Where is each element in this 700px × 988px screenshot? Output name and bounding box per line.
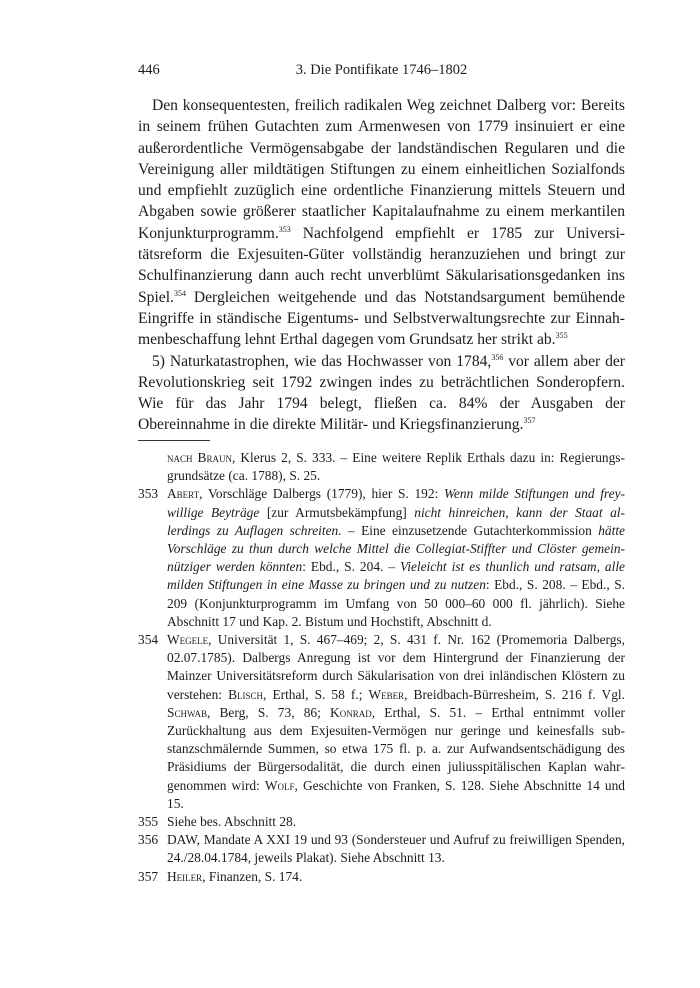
running-title: 3. Die Pontifikate 1746–1802 bbox=[295, 62, 468, 78]
footnote-text: , Breidbach-Bürresheim, S. 216 f. Vgl. bbox=[404, 686, 625, 702]
footnote-text: – Eine einzusetzende Gutachterkommission bbox=[341, 522, 599, 538]
footnote-356 bbox=[138, 831, 625, 867]
author-name: Weber bbox=[368, 686, 405, 702]
quotation: Wenn milde Stiftungen und freywillige Beyträge bbox=[167, 486, 626, 520]
footnote-text: Siehe bes. Abschnitt 28. bbox=[167, 814, 297, 830]
quotation: Vieleicht ist es thunlich und ratsam, alle milden Stiftungen in eine Masse zu bringen und zu nutzen bbox=[167, 559, 625, 593]
page-number: 446 bbox=[138, 62, 160, 78]
footnote-text: , Geschichte von Franken, S. 128. Siehe Abschnitte 14 und 15. bbox=[167, 777, 625, 811]
paragraph-text: Den konsequentesten, freilich radikalen Weg zeichnet Dalberg vor: Bereits in seinem frühen Gutachten zum Armenwesen von 1779 insinuiert er eine außerordentliche Vermögensabgabe der landständischen Regularen und die Vereinigung aller mildtätigen Stiftungen zu einem einheitlichen Sozialfonds und empfiehlt zuzüglich eine ordentliche Finanzierung mittels Steuern und Abgaben sowie größerer staatlicher Kapitalaufnahme zu einem merkantilen Konjunkturprogramm. bbox=[138, 97, 625, 242]
author-name: nach Braun bbox=[167, 450, 232, 465]
paragraph-text: 5) Naturkatastrophen, wie das Hochwasser von 1784, bbox=[152, 352, 492, 370]
footnote-text: , Berg, S. 73, 86; bbox=[206, 704, 331, 720]
paragraph-text: vor allem aber der Revolutionskrieg seit 1792 zwingen indes zu beträchtlichen Sonderopfern. Wie für das Jahr 1794 belegt, fließen ca. 84% der Ausgaben der Obereinnahme in die direkte Militär- und Kriegsfinanzierung. bbox=[138, 352, 626, 434]
footnote-number: 357 bbox=[138, 868, 159, 884]
footnote-text: , Vorschläge Dalbergs (1779), hier S. 192: bbox=[199, 486, 444, 502]
footnote-text: , Erthal, S. 58 f.; bbox=[263, 686, 369, 702]
paragraph-dalberg bbox=[138, 95, 625, 351]
paragraph-text: Nachfolgend empfiehlt er 1785 zur Universitätsreform die Exjesuiten-Güter vollständig heranzuziehen und bringt zur Schulfinanzierung dann auch recht unverblümt Säkularisationsgedanken ins Spiel. bbox=[138, 224, 625, 306]
footnote-text: , Klerus 2, S. 333. – Eine weitere Replik Erthals dazu in: Regierungsgrundsätze (ca. 1788), S. 25. bbox=[167, 450, 625, 484]
author-name: Heiler bbox=[167, 868, 203, 884]
footnote-ref[interactable]: 354 bbox=[173, 288, 186, 298]
author-name: Schwab bbox=[167, 704, 207, 720]
paragraph-text: Dergleichen weitgehende und das Notstandsargument bemühende Eingriffe in ständische Eigentums- und Selbstverwaltungsrechte zur Einnahmenbeschaffung lehnt Erthal dagegen vom Grundsatz her strikt ab. bbox=[138, 288, 625, 349]
running-header bbox=[138, 62, 625, 82]
footnote-ref[interactable]: 356 bbox=[491, 352, 504, 362]
main-text bbox=[138, 95, 625, 436]
footnote-text: , Universität 1, S. 467–469; 2, S. 431 f. Nr. 162 (Promemoria Dalbergs, 02.07.1785). Dalbergs Anregung ist vor dem Hintergrund der Finanzierung der Mainzer Universitätsreform durch Säkularisation von drei inländischen Klöstern zu verstehen: bbox=[167, 632, 625, 702]
footnote-continuation bbox=[138, 449, 625, 485]
footnote-355 bbox=[138, 813, 625, 831]
author-name: Wolf bbox=[264, 777, 295, 793]
author-name: Abert bbox=[167, 486, 200, 502]
footnote-text: : Ebd., S. 204. – bbox=[302, 559, 401, 575]
footnote-ref[interactable]: 355 bbox=[555, 331, 568, 341]
footnote-text: , Finanzen, S. 174. bbox=[202, 868, 303, 884]
footnote-number: 354 bbox=[138, 632, 159, 648]
footnote-number: 356 bbox=[138, 832, 159, 848]
footnote-divider bbox=[138, 440, 210, 441]
footnote-text: DAW, Mandate A XXI 19 und 93 (Sondersteuer und Aufruf zu freiwilligen Spenden, 24./28.04.1784, jeweils Plakat). Siehe Abschnitt 13. bbox=[167, 832, 625, 866]
author-name: Wegele bbox=[167, 632, 209, 648]
paragraph-naturkatastrophen bbox=[138, 351, 625, 436]
footnote-text: : Ebd., S. 208. – Ebd., S. 209 (Konjunkturprogramm im Umfang von 50 000–60 000 fl. jährlich). Siehe Abschnitt 17 und Kap. 2. Bistum und Hochstift, Abschnitt d. bbox=[167, 577, 625, 629]
quotation: nicht hinreichen, kann der Staat allerdings zu Auflagen schreiten. bbox=[167, 504, 626, 538]
footnote-ref[interactable]: 353 bbox=[278, 224, 291, 234]
footnote-ref[interactable]: 357 bbox=[523, 416, 536, 426]
footnote-357 bbox=[138, 868, 625, 886]
footnote-number: 353 bbox=[138, 486, 159, 502]
footnote-number: 355 bbox=[138, 814, 159, 830]
footnote-354 bbox=[138, 631, 625, 813]
footnotes bbox=[138, 449, 625, 886]
footnote-353 bbox=[138, 485, 625, 631]
author-name: Konrad bbox=[330, 704, 372, 720]
author-name: Blisch bbox=[228, 686, 264, 702]
footnote-text: [zur Armutsbekämpfung] bbox=[259, 504, 415, 520]
quotation: hätte Vorschläge zu thun durch welche Mittel die Collegiat-Stiffter und Clöster gemeinnütziger werden könnten bbox=[167, 522, 625, 575]
footnote-text: , Erthal, S. 51. – Erthal entnimmt voller Zurückhaltung aus dem Exjesuiten-Vermögen nur geringe und keinesfalls substanzschmälernde Summen, so etwa 175 fl. p. a. zur Aufwandsentschädigung des Präsidiums der Bürgersodalität, die durch einen juliusspitälischen Kaplan wahrgenommen wird: bbox=[167, 704, 625, 793]
